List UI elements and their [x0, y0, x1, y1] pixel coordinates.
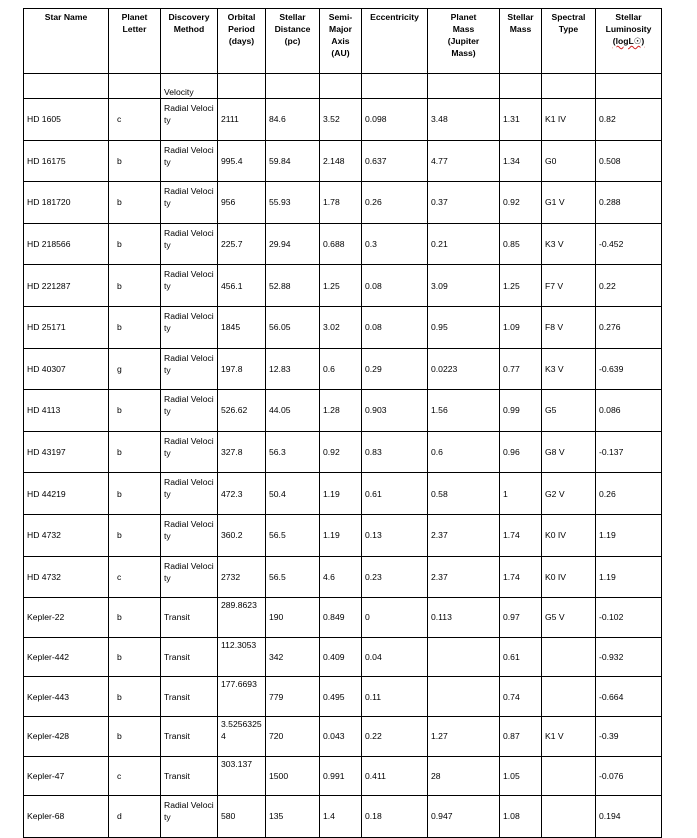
header-star-name	[24, 9, 109, 74]
stellar-luminosity-cell: -0.102	[596, 598, 662, 638]
semi-major-axis-cell: 1.4	[320, 796, 362, 838]
orbital-period-cell: 225.7	[218, 223, 266, 265]
star-name-cell: HD 4113	[24, 390, 109, 432]
stellar-distance-cell: 50.4	[266, 473, 320, 515]
eccentricity-cell	[362, 74, 428, 99]
eccentricity-cell: 0.61	[362, 473, 428, 515]
discovery-method-cell: Radial Velocity	[161, 140, 218, 182]
header-line: (AU)	[331, 48, 350, 58]
star-name-cell: HD 16175	[24, 140, 109, 182]
semi-major-axis-cell: 1.19	[320, 473, 362, 515]
spectral-type-cell: F8 V	[542, 306, 596, 348]
planet-mass-cell: 0.0223	[428, 348, 500, 390]
discovery-method-cell: Radial Velocity	[161, 431, 218, 473]
table-row	[24, 716, 662, 756]
spectral-type-cell: G2 V	[542, 473, 596, 515]
header-stellar-luminosity	[596, 9, 662, 74]
planet-mass-cell: 0.37	[428, 182, 500, 224]
orbital-period-cell: 177.6693	[218, 677, 266, 717]
eccentricity-cell: 0.903	[362, 390, 428, 432]
planet-letter-cell: b	[109, 431, 161, 473]
orbital-period-cell: 112.3053	[218, 637, 266, 677]
spectral-type-cell: K0 IV	[542, 556, 596, 598]
header-line: Planet	[121, 12, 148, 22]
planet-letter-cell: b	[109, 265, 161, 307]
stellar-mass-cell: 0.85	[500, 223, 542, 265]
spectral-type-cell: G8 V	[542, 431, 596, 473]
planet-mass-cell: 3.48	[428, 99, 500, 141]
spectral-type-cell: K0 IV	[542, 514, 596, 556]
spectral-type-cell: K3 V	[542, 223, 596, 265]
orbital-period-cell: 2732	[218, 556, 266, 598]
header-planet-letter	[109, 9, 161, 74]
stellar-distance-cell: 59.84	[266, 140, 320, 182]
stellar-luminosity-cell: 1.19	[596, 556, 662, 598]
planet-mass-cell	[428, 637, 500, 677]
stellar-distance-cell: 84.6	[266, 99, 320, 141]
eccentricity-cell: 0.11	[362, 677, 428, 717]
planet-letter-cell: b	[109, 390, 161, 432]
star-name-cell: HD 43197	[24, 431, 109, 473]
semi-major-axis-cell: 3.52	[320, 99, 362, 141]
discovery-method-cell: Radial Velocity	[161, 556, 218, 598]
table-row	[24, 756, 662, 796]
stellar-mass-cell: 1.08	[500, 796, 542, 838]
semi-major-axis-cell: 0.991	[320, 756, 362, 796]
stellar-mass-cell: 0.74	[500, 677, 542, 717]
discovery-method-cell: Velocity	[161, 74, 218, 99]
spectral-type-cell	[542, 756, 596, 796]
header-planet-mass	[428, 9, 500, 74]
table-row	[24, 390, 662, 432]
planet-letter-cell: b	[109, 598, 161, 638]
header-line: Distance	[274, 24, 311, 34]
table-row	[24, 598, 662, 638]
planet-mass-cell: 0.95	[428, 306, 500, 348]
planet-letter-cell: b	[109, 223, 161, 265]
planet-mass-cell: 28	[428, 756, 500, 796]
header-line: Stellar	[279, 12, 306, 22]
header-line: (days)	[228, 36, 255, 46]
planet-mass-cell	[428, 74, 500, 99]
semi-major-axis-cell: 0.495	[320, 677, 362, 717]
discovery-method-cell: Transit	[161, 598, 218, 638]
orbital-period-cell: 327.8	[218, 431, 266, 473]
table-row	[24, 99, 662, 141]
discovery-method-cell: Radial Velocity	[161, 265, 218, 307]
stellar-mass-cell	[500, 74, 542, 99]
header-line: Eccentricity	[370, 12, 419, 22]
stellar-distance-cell: 55.93	[266, 182, 320, 224]
stellar-distance-cell: 56.3	[266, 431, 320, 473]
planet-letter-cell: b	[109, 716, 161, 756]
orbital-period-cell: 2111	[218, 99, 266, 141]
orbital-period-cell: 3.52563254	[218, 716, 266, 756]
stellar-distance-cell: 1500	[266, 756, 320, 796]
planet-letter-cell: b	[109, 473, 161, 515]
stellar-distance-cell: 56.5	[266, 556, 320, 598]
star-name-cell: HD 4732	[24, 556, 109, 598]
spectral-type-cell	[542, 796, 596, 838]
header-line: Luminosity	[605, 24, 652, 34]
spectral-type-cell: G0	[542, 140, 596, 182]
semi-major-axis-cell: 0.688	[320, 223, 362, 265]
stellar-distance-cell: 342	[266, 637, 320, 677]
header-line: (pc)	[284, 36, 301, 46]
stellar-luminosity-cell: 0.508	[596, 140, 662, 182]
planet-letter-cell: c	[109, 99, 161, 141]
stellar-luminosity-cell: 0.22	[596, 265, 662, 307]
star-name-cell: Kepler-68	[24, 796, 109, 838]
stellar-luminosity-cell: 0.26	[596, 473, 662, 515]
header-line: Mass	[452, 24, 475, 34]
planet-mass-cell: 1.56	[428, 390, 500, 432]
table-row	[24, 140, 662, 182]
planet-mass-cell: 0.947	[428, 796, 500, 838]
header-line: Planet	[450, 12, 477, 22]
stellar-mass-cell: 0.87	[500, 716, 542, 756]
table-row	[24, 431, 662, 473]
stellar-luminosity-cell: 0.288	[596, 182, 662, 224]
discovery-method-cell: Radial Velocity	[161, 390, 218, 432]
orbital-period-cell: 197.8	[218, 348, 266, 390]
semi-major-axis-cell: 3.02	[320, 306, 362, 348]
planet-mass-cell: 0.113	[428, 598, 500, 638]
semi-major-axis-cell: 2.148	[320, 140, 362, 182]
discovery-method-cell: Radial Velocity	[161, 473, 218, 515]
discovery-method-cell: Transit	[161, 677, 218, 717]
star-name-cell: HD 181720	[24, 182, 109, 224]
spectral-type-cell: G5 V	[542, 598, 596, 638]
stellar-mass-cell: 0.92	[500, 182, 542, 224]
stellar-luminosity-cell: -0.664	[596, 677, 662, 717]
orbital-period-cell: 303.137	[218, 756, 266, 796]
table-row	[24, 677, 662, 717]
stellar-distance-cell: 52.88	[266, 265, 320, 307]
stellar-distance-cell: 720	[266, 716, 320, 756]
header-line: (logL☉)	[612, 36, 645, 46]
header-line: Axis	[331, 36, 350, 46]
header-eccentricity	[362, 9, 428, 74]
header-discovery-method	[161, 9, 218, 74]
discovery-method-cell: Radial Velocity	[161, 796, 218, 838]
table-row-continued	[24, 74, 662, 99]
discovery-method-cell: Transit	[161, 637, 218, 677]
eccentricity-cell: 0.26	[362, 182, 428, 224]
orbital-period-cell: 472.3	[218, 473, 266, 515]
spectral-type-cell: K3 V	[542, 348, 596, 390]
stellar-mass-cell: 1.25	[500, 265, 542, 307]
stellar-mass-cell: 0.96	[500, 431, 542, 473]
semi-major-axis-cell: 1.28	[320, 390, 362, 432]
semi-major-axis-cell: 0.6	[320, 348, 362, 390]
star-name-cell: HD 218566	[24, 223, 109, 265]
orbital-period-cell: 526.62	[218, 390, 266, 432]
orbital-period-cell: 956	[218, 182, 266, 224]
header-line: Star Name	[44, 12, 88, 22]
stellar-mass-cell: 0.77	[500, 348, 542, 390]
planet-letter-cell: c	[109, 756, 161, 796]
header-line: Stellar	[615, 12, 642, 22]
eccentricity-cell: 0.13	[362, 514, 428, 556]
header-row	[24, 9, 662, 74]
spectral-type-cell: G1 V	[542, 182, 596, 224]
orbital-period-cell	[218, 74, 266, 99]
stellar-luminosity-cell: -0.076	[596, 756, 662, 796]
star-name-cell: Kepler-443	[24, 677, 109, 717]
stellar-distance-cell: 56.05	[266, 306, 320, 348]
exoplanet-table	[23, 8, 662, 838]
spectral-type-cell: F7 V	[542, 265, 596, 307]
table-row	[24, 514, 662, 556]
planet-letter-cell	[109, 74, 161, 99]
orbital-period-cell: 456.1	[218, 265, 266, 307]
eccentricity-cell: 0.83	[362, 431, 428, 473]
discovery-method-cell: Radial Velocity	[161, 514, 218, 556]
discovery-method-cell: Radial Velocity	[161, 348, 218, 390]
discovery-method-cell: Radial Velocity	[161, 306, 218, 348]
planet-letter-cell: c	[109, 556, 161, 598]
spectral-type-cell: K1 V	[542, 716, 596, 756]
header-line: Type	[558, 24, 579, 34]
eccentricity-cell: 0.23	[362, 556, 428, 598]
planet-mass-cell: 0.6	[428, 431, 500, 473]
planet-mass-cell: 3.09	[428, 265, 500, 307]
table-row	[24, 182, 662, 224]
stellar-distance-cell: 44.05	[266, 390, 320, 432]
stellar-distance-cell: 779	[266, 677, 320, 717]
stellar-mass-cell: 1.31	[500, 99, 542, 141]
table-row	[24, 348, 662, 390]
table-row	[24, 637, 662, 677]
planet-letter-cell: b	[109, 306, 161, 348]
eccentricity-cell: 0.08	[362, 306, 428, 348]
star-name-cell: HD 221287	[24, 265, 109, 307]
table-header	[24, 9, 662, 74]
spectral-type-cell	[542, 637, 596, 677]
stellar-distance-cell: 29.94	[266, 223, 320, 265]
stellar-mass-cell: 1.34	[500, 140, 542, 182]
spectral-type-cell	[542, 677, 596, 717]
planet-mass-cell: 2.37	[428, 556, 500, 598]
planet-mass-cell: 1.27	[428, 716, 500, 756]
star-name-cell: HD 40307	[24, 348, 109, 390]
stellar-luminosity-cell: -0.39	[596, 716, 662, 756]
stellar-mass-cell: 1.09	[500, 306, 542, 348]
semi-major-axis-cell: 0.409	[320, 637, 362, 677]
star-name-cell: Kepler-22	[24, 598, 109, 638]
stellar-distance-cell: 12.83	[266, 348, 320, 390]
stellar-luminosity-cell: 1.19	[596, 514, 662, 556]
semi-major-axis-cell	[320, 74, 362, 99]
planet-mass-cell	[428, 677, 500, 717]
eccentricity-cell: 0.411	[362, 756, 428, 796]
planet-letter-cell: b	[109, 140, 161, 182]
semi-major-axis-cell: 1.19	[320, 514, 362, 556]
header-spectral-type	[542, 9, 596, 74]
star-name-cell: Kepler-47	[24, 756, 109, 796]
stellar-luminosity-cell: 0.276	[596, 306, 662, 348]
header-line: Discovery	[168, 12, 210, 22]
planet-letter-cell: b	[109, 514, 161, 556]
orbital-period-cell: 580	[218, 796, 266, 838]
discovery-method-cell: Radial Velocity	[161, 182, 218, 224]
star-name-cell: Kepler-428	[24, 716, 109, 756]
discovery-method-cell: Transit	[161, 716, 218, 756]
eccentricity-cell: 0.18	[362, 796, 428, 838]
stellar-mass-cell: 1	[500, 473, 542, 515]
header-line: Orbital	[227, 12, 256, 22]
eccentricity-cell: 0.08	[362, 265, 428, 307]
discovery-method-cell: Transit	[161, 756, 218, 796]
stellar-luminosity-cell: -0.137	[596, 431, 662, 473]
header-line: Stellar	[507, 12, 534, 22]
planet-mass-cell: 2.37	[428, 514, 500, 556]
semi-major-axis-cell: 0.92	[320, 431, 362, 473]
table-body	[24, 74, 662, 838]
stellar-mass-cell: 1.74	[500, 556, 542, 598]
stellar-luminosity-cell	[596, 74, 662, 99]
eccentricity-cell: 0	[362, 598, 428, 638]
stellar-luminosity-cell: -0.452	[596, 223, 662, 265]
star-name-cell	[24, 74, 109, 99]
stellar-mass-cell: 0.99	[500, 390, 542, 432]
stellar-distance-cell: 190	[266, 598, 320, 638]
semi-major-axis-cell: 4.6	[320, 556, 362, 598]
discovery-method-cell: Radial Velocity	[161, 223, 218, 265]
planet-letter-cell: b	[109, 637, 161, 677]
stellar-distance-cell: 56.5	[266, 514, 320, 556]
spectral-type-cell: G5	[542, 390, 596, 432]
header-orbital-period	[218, 9, 266, 74]
planet-mass-cell: 4.77	[428, 140, 500, 182]
stellar-distance-cell	[266, 74, 320, 99]
planet-mass-cell: 0.21	[428, 223, 500, 265]
stellar-luminosity-cell: 0.086	[596, 390, 662, 432]
stellar-luminosity-cell: -0.932	[596, 637, 662, 677]
orbital-period-cell: 995.4	[218, 140, 266, 182]
table-row	[24, 473, 662, 515]
eccentricity-cell: 0.29	[362, 348, 428, 390]
semi-major-axis-cell: 1.25	[320, 265, 362, 307]
stellar-luminosity-cell: 0.194	[596, 796, 662, 838]
eccentricity-cell: 0.04	[362, 637, 428, 677]
semi-major-axis-cell: 1.78	[320, 182, 362, 224]
table-row	[24, 796, 662, 838]
header-line: (Jupiter	[447, 36, 480, 46]
discovery-method-cell: Radial Velocity	[161, 99, 218, 141]
stellar-mass-cell: 1.74	[500, 514, 542, 556]
stellar-luminosity-cell: -0.639	[596, 348, 662, 390]
planet-letter-cell: g	[109, 348, 161, 390]
stellar-mass-cell: 1.05	[500, 756, 542, 796]
star-name-cell: HD 25171	[24, 306, 109, 348]
orbital-period-cell: 289.8623	[218, 598, 266, 638]
header-line: Mass	[509, 24, 532, 34]
semi-major-axis-cell: 0.043	[320, 716, 362, 756]
planet-letter-cell: d	[109, 796, 161, 838]
header-line: Major	[329, 24, 352, 34]
eccentricity-cell: 0.637	[362, 140, 428, 182]
header-semi-major-axis	[320, 9, 362, 74]
header-stellar-mass	[500, 9, 542, 74]
header-line: Method	[173, 24, 205, 34]
eccentricity-cell: 0.22	[362, 716, 428, 756]
spectral-type-cell	[542, 74, 596, 99]
semi-major-axis-cell: 0.849	[320, 598, 362, 638]
orbital-period-cell: 360.2	[218, 514, 266, 556]
table-row	[24, 223, 662, 265]
stellar-mass-cell: 0.61	[500, 637, 542, 677]
star-name-cell: HD 1605	[24, 99, 109, 141]
star-name-cell: Kepler-442	[24, 637, 109, 677]
stellar-mass-cell: 0.97	[500, 598, 542, 638]
header-line: Period	[228, 24, 255, 34]
header-line: Letter	[122, 24, 147, 34]
stellar-distance-cell: 135	[266, 796, 320, 838]
table-row	[24, 306, 662, 348]
header-line: Spectral	[551, 12, 586, 22]
header-stellar-distance	[266, 9, 320, 74]
table-row	[24, 265, 662, 307]
eccentricity-cell: 0.3	[362, 223, 428, 265]
planet-mass-cell: 0.58	[428, 473, 500, 515]
planet-letter-cell: b	[109, 677, 161, 717]
spectral-type-cell: K1 IV	[542, 99, 596, 141]
orbital-period-cell: 1845	[218, 306, 266, 348]
header-line: Semi-	[328, 12, 353, 22]
star-name-cell: HD 4732	[24, 514, 109, 556]
table-row	[24, 556, 662, 598]
eccentricity-cell: 0.098	[362, 99, 428, 141]
planet-letter-cell: b	[109, 182, 161, 224]
stellar-luminosity-cell: 0.82	[596, 99, 662, 141]
header-line: Mass)	[451, 48, 476, 58]
star-name-cell: HD 44219	[24, 473, 109, 515]
